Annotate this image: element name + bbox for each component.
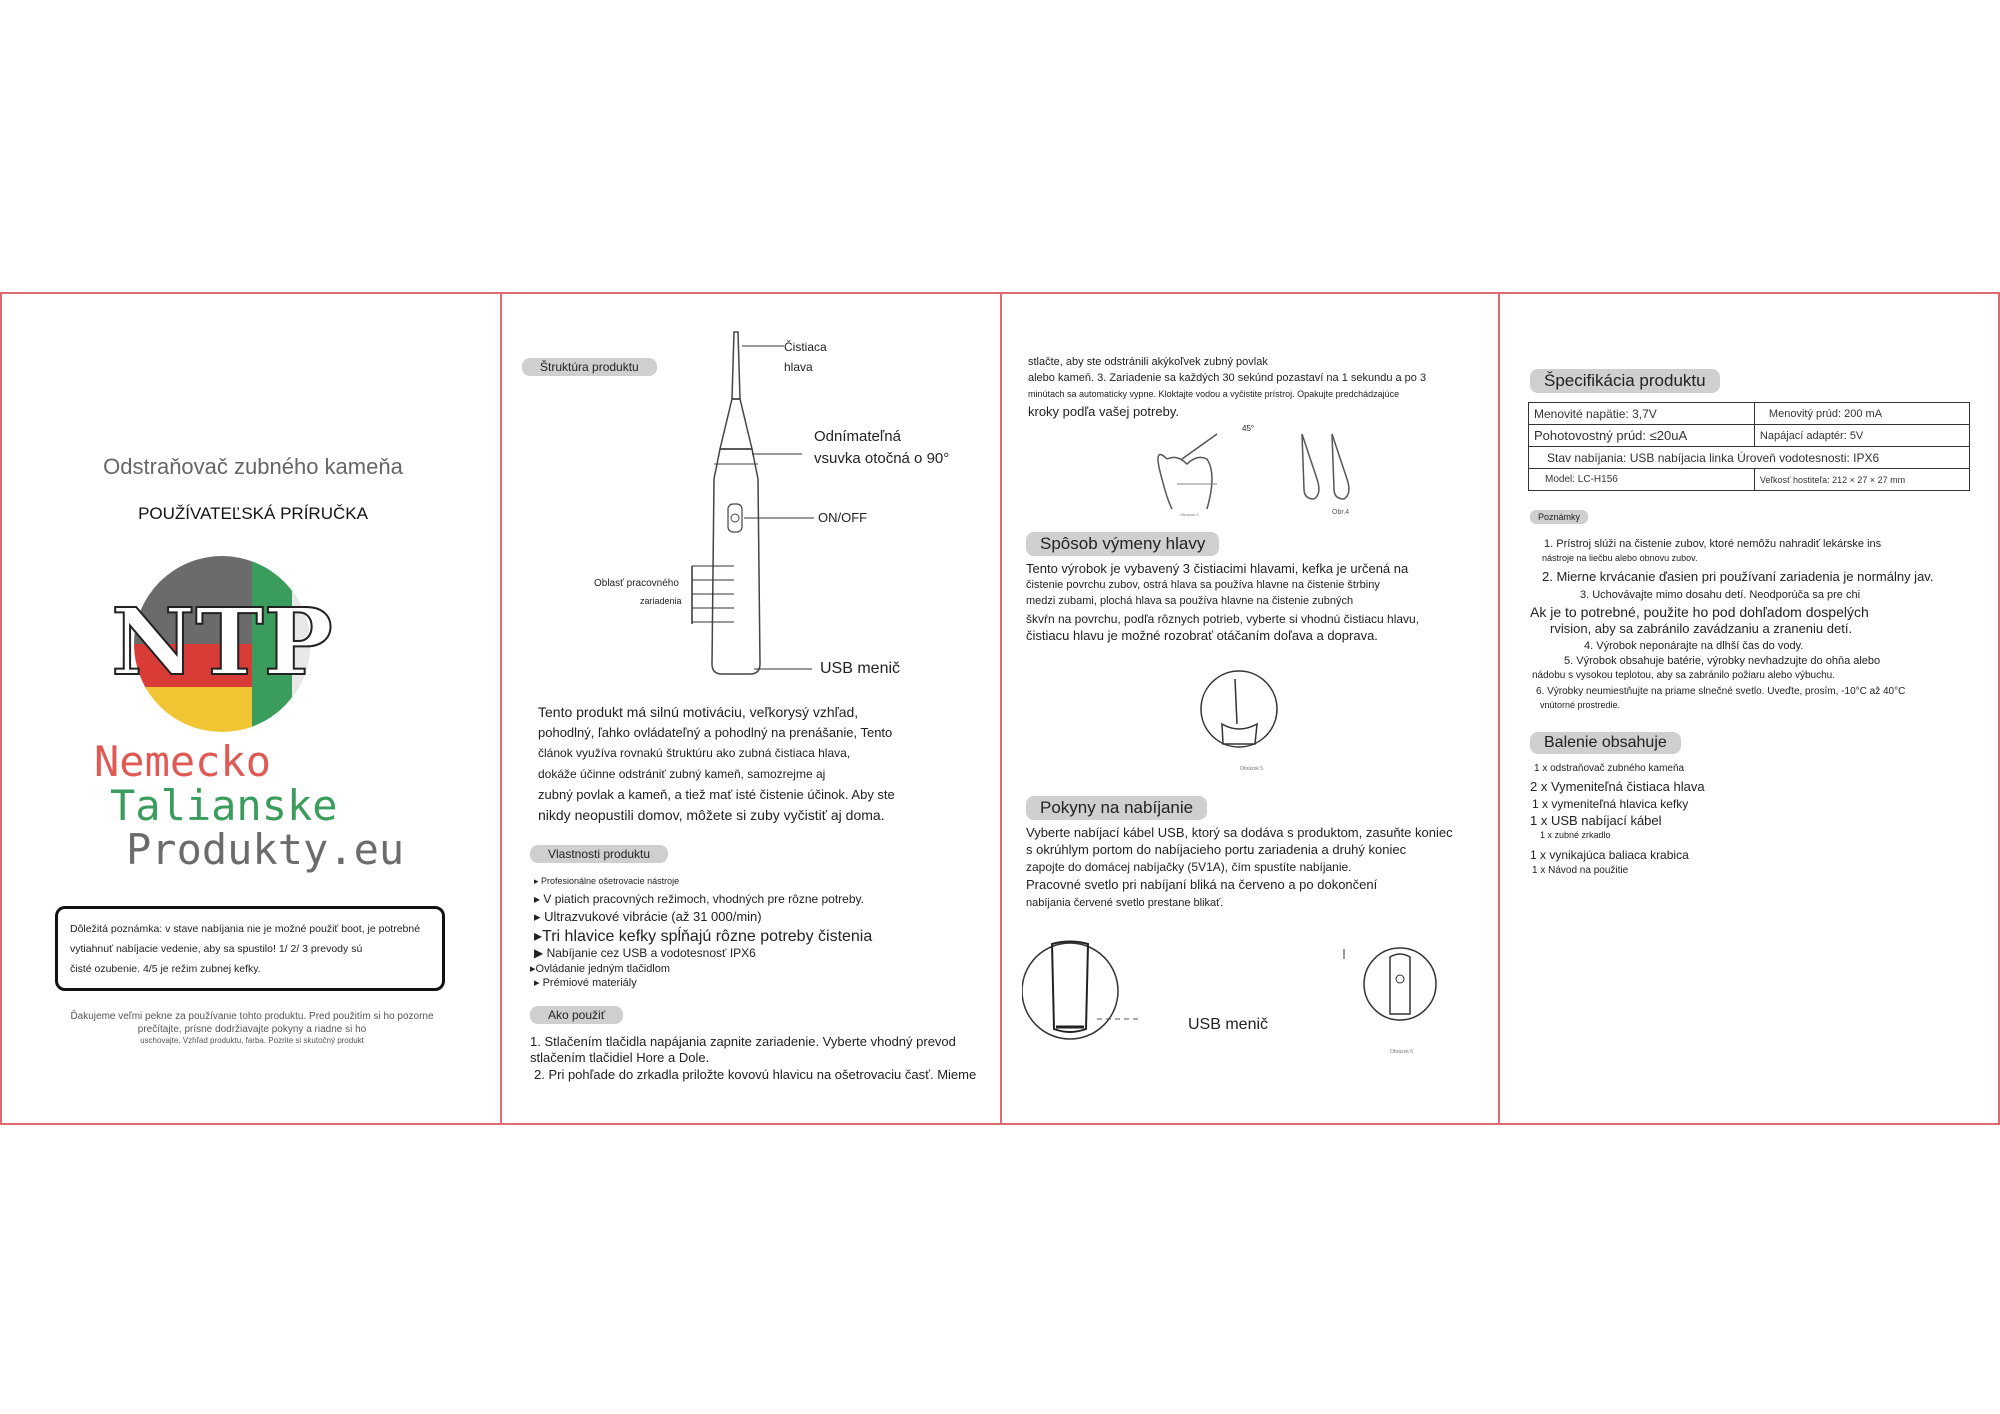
important-notice — [55, 906, 445, 991]
tool-figure-2 — [1332, 434, 1349, 499]
structure-panel — [500, 292, 1002, 1125]
replace-line: medzi zubami, plochá hlava sa používa hlavne na čistenie zubných — [1026, 595, 1354, 607]
note-line: 2. Mierne krvácanie ďasien pri používaní zariadenia je normálny jav. — [1542, 569, 1934, 584]
power-button — [728, 504, 742, 532]
logo-line-2: Talianske — [110, 781, 338, 830]
package-heading: Balenie obsahuje — [1530, 732, 1681, 754]
power-icon — [731, 514, 739, 522]
intro-line: pohodlný, ľahko ovládateľný a pohodlný na prenášanie, Tento — [538, 725, 893, 740]
note-line: 5. Výrobok obsahuje batérie, výrobky nevhadzujte do ohňa alebo — [1564, 655, 1881, 667]
note-line: nádobu s vysokou teplotou, aby sa zabránilo požiaru alebo výbuchu. — [1532, 670, 1835, 681]
package-item: 1 x zubné zrkadlo — [1540, 830, 1611, 840]
spec-table — [1528, 402, 1970, 491]
spec-cell: Veľkosť hostiteľa: 212 × 27 × 27 mm — [1754, 469, 1969, 491]
usage-line: alebo kameň. 3. Zariadenie sa každých 30 sekúnd pozastaví na 1 sekundu a po 3 — [1028, 372, 1427, 384]
howto-line: 1. Stlačením tlačidla napájania zapnite zariadenie. Vyberte vhodný prevod — [530, 1034, 956, 1049]
usage-line: minútach sa automaticky vypne. Kloktajte vodou a vyčistite prístroj. Opakujte predchádzajúce — [1028, 389, 1400, 399]
structure-heading: Štruktúra produktu — [522, 358, 657, 376]
feature-item: ▸ V piatich pracovných režimoch, vhodných pre rôzne potreby. — [534, 892, 864, 906]
tip-neck — [720, 399, 752, 449]
note-line: nástroje na liečbu alebo obnovu zubov. — [1542, 553, 1698, 563]
tooth-figure — [1158, 455, 1212, 510]
onoff-label: ON/OFF — [818, 510, 868, 525]
tool-line — [1182, 434, 1217, 459]
thanks-line-3: uschovajte. Vzhľad produktu, farba. Pozrite si skutočný produkt — [140, 1036, 364, 1045]
replace-line: Tento výrobok je vybavený 3 čistiacimi hlavami, kefka je určená na — [1026, 561, 1409, 576]
charge-line: Pracovné svetlo pri nabíjaní bliká na červeno a po dokončení — [1026, 877, 1378, 892]
cover-panel — [0, 292, 502, 1125]
features-heading: Vlastnosti produktu — [530, 845, 668, 863]
spec-row — [1529, 425, 1970, 447]
package-item: 1 x Návod na použitie — [1532, 865, 1629, 876]
note-line: 6. Výrobky neumiestňujte na priame slnečné svetlo. Uveďte, prosím, -10°C až 40°C — [1536, 686, 1906, 697]
usage-panel — [1000, 292, 1502, 1125]
feature-item: ▸ Ultrazvukové vibrácie (až 31 000/min) — [534, 909, 762, 924]
spec-cell: Menovitý prúd: 200 mA — [1754, 403, 1969, 425]
thanks-line-1: Ďakujeme veľmi pekne za používanie tohto produktu. Pred použitím si ho pozorne — [70, 1011, 434, 1022]
device-body — [712, 449, 760, 674]
intro-line: Tento produkt má silnú motiváciu, veľkorysý vzhľad, — [538, 704, 859, 720]
package-item: 2 x Vymeniteľná čistiaca hlava — [1530, 779, 1705, 794]
intro-line: dokáže účinne odstrániť zubný kameň, samozrejme aj — [538, 767, 826, 781]
logo-line-1: Nemecko — [94, 737, 272, 786]
removable-label-2: vsuvka otočná o 90° — [814, 450, 950, 467]
charge-heading: Pokyny na nabíjanie — [1026, 796, 1207, 820]
charge-line: zapojte do domácej nabíjačky (5V1A), čím spustíte nabíjanie. — [1026, 860, 1352, 874]
package-item: 1 x odstraňovač zubného kameňa — [1534, 763, 1685, 774]
fig6-caption: Obrázok 6 — [1390, 1049, 1414, 1055]
product-title: Odstraňovač zubného kameňa — [103, 454, 403, 479]
removable-label-1: Odnímateľná — [814, 428, 901, 445]
charge-line: nabíjania červené svetlo prestane blikať. — [1026, 897, 1224, 909]
charge-line: s okrúhlym portom do nabíjacieho portu zariadenia a druhý koniec — [1026, 842, 1407, 857]
replace-heading: Spôsob výmeny hlavy — [1026, 532, 1219, 556]
package-item: 1 x vymeniteľná hlavica kefky — [1532, 797, 1689, 811]
usb-label: USB menič — [820, 660, 901, 677]
usage-line: stlačte, aby ste odstránili akýkoľvek zubný povlak — [1028, 356, 1268, 368]
note-line: vnútorné prostredie. — [1540, 700, 1621, 710]
fig3-caption: Obrázok 3 — [1180, 512, 1199, 517]
charging-figure — [1022, 939, 1492, 1059]
notice-line-1: Dôležitá poznámka: v stave nabíjania nie je možné použiť boot, je potrebné — [70, 923, 421, 935]
thanks-text — [42, 1010, 462, 1036]
intro-line: zubný povlak a kameň, a tiež mať isté čistenie účinok. Aby ste — [538, 787, 895, 802]
feature-item: ▸Ovládanie jedným tlačidlom — [530, 963, 671, 975]
notice-line-2: vytiahnuť nabíjacie vedenie, aby sa spustilo! 1/ 2/ 3 prevody sú — [70, 943, 363, 955]
spec-cell: Menovité napätie: 3,7V — [1529, 403, 1755, 425]
replace-line: čistenie povrchu zubov, ostrá hlava sa používa hlavne na čistenie štrbiny — [1026, 579, 1380, 591]
spec-row — [1529, 447, 1970, 469]
package-item: 1 x USB nabíjací kábel — [1530, 813, 1662, 828]
head-label-1: Čistiaca — [784, 340, 827, 354]
specification-panel — [1498, 292, 2000, 1125]
device-diagram — [502, 294, 1002, 714]
usage-line: kroky podľa vašej potreby. — [1028, 404, 1179, 419]
feature-item: ▸ Prémiové materiály — [534, 977, 637, 989]
spec-row — [1529, 403, 1970, 425]
howto-line: stlačením tlačidiel Hore a Dole. — [530, 1050, 710, 1065]
notes-heading: Poznámky — [1530, 510, 1588, 524]
tool-figure-1 — [1302, 434, 1319, 499]
work-area-label-2: zariadenia — [640, 596, 682, 606]
spec-cell: Napájací adaptér: 5V — [1754, 425, 1969, 447]
logo-letters: NTP — [111, 588, 333, 696]
replace-line: škvŕn na povrchu, podľa rôznych potrieb, vyberte si vhodnú čistiacu hlavu, — [1026, 612, 1420, 626]
spec-cell: Model: LC-H156 — [1529, 469, 1755, 491]
spec-heading: Špecifikácia produktu — [1530, 369, 1720, 393]
fig5-caption: Obrázok 5 — [1240, 766, 1264, 772]
head-replace-figure — [1197, 669, 1287, 749]
logo-line-3: Produkty.eu — [126, 825, 405, 874]
note-line: rvision, aby sa zabránilo zavádzaniu a zraneniu detí. — [1550, 621, 1853, 636]
howto-line: 2. Pri pohľade do zrkadla priložte kovovú hlavicu na ošetrovaciu časť. Mieme — [534, 1067, 977, 1082]
usage-figures — [1002, 419, 1502, 519]
work-area-label-1: Oblasť pracovného — [594, 578, 679, 589]
manual-subtitle: POUŽÍVATEĽSKÁ PRÍRUČKA — [138, 504, 368, 523]
fig4-caption: Obr.4 — [1332, 509, 1350, 516]
charge-line: Vyberte nabíjací kábel USB, ktorý sa dodáva s produktom, zasuňte koniec — [1026, 825, 1453, 840]
note-line: 3. Uchovávajte mimo dosahu detí. Neodporúča sa pre chi — [1580, 589, 1861, 601]
note-line: 4. Výrobok neponárajte na dlhší čas do vody. — [1584, 640, 1804, 652]
spec-cell: Stav nabíjania: USB nabíjacia linka Úroveň vodotesnosti: IPX6 — [1529, 447, 1970, 469]
device-end — [1052, 942, 1088, 1033]
note-line: 1. Prístroj slúži na čistenie zubov, ktoré nemôžu nahradiť lekárske ins — [1544, 538, 1882, 550]
angle-label: 45° — [1242, 424, 1255, 433]
thanks-line-2: prečítajte, prísne dodržiavajte pokyny a riadne si ho — [137, 1024, 367, 1035]
spec-row — [1529, 469, 1970, 491]
spec-cell: Pohotovostný prúd: ≤20uA — [1529, 425, 1755, 447]
feature-item: ▸Tri hlavice kefky spĺňajú rôzne potreby čistenia — [534, 928, 873, 945]
package-item: 1 x vynikajúca baliaca krabica — [1530, 848, 1689, 862]
note-line: Ak je to potrebné, použite ho pod dohľadom dospelých — [1530, 604, 1869, 620]
head-label-2: hlava — [784, 360, 813, 374]
intro-line: článok využíva rovnakú štruktúru ako zubná čistiaca hlava, — [538, 746, 851, 760]
cleaning-tip — [732, 332, 740, 399]
feature-item: ▸ Profesionálne ošetrovacie nástroje — [534, 876, 680, 886]
usb-charger-label: USB menič — [1188, 1016, 1269, 1033]
howto-heading: Ako použiť — [530, 1006, 623, 1024]
ntp-logo — [92, 549, 422, 889]
feature-item: ▶ Nabíjanie cez USB a vodotesnosť IPX6 — [534, 946, 756, 960]
replace-line: čistiacu hlavu je možné rozobrať otáčaním doľava a doprava. — [1026, 628, 1378, 643]
notice-line-3: čisté ozubenie. 4/5 je režim zubnej kefky. — [70, 963, 261, 975]
intro-line: nikdy neopustili domov, môžete si zuby vyčistiť aj doma. — [538, 807, 885, 823]
